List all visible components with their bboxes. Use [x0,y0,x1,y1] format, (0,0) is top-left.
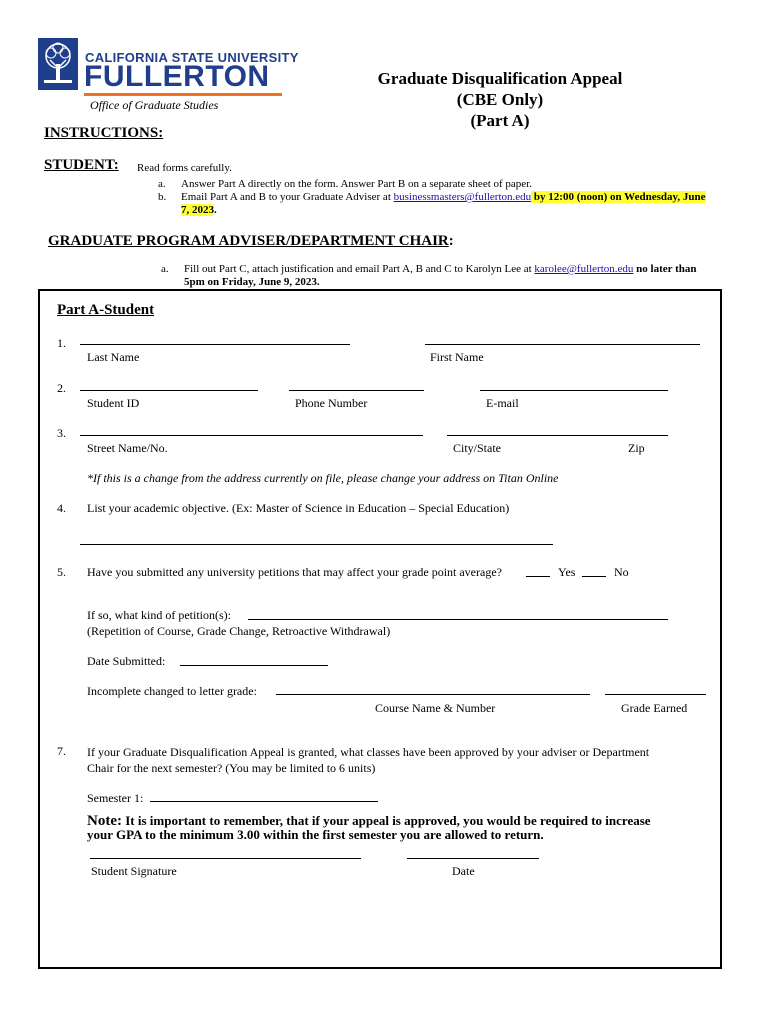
student-deadline-1: by 12:00 (noon) on Wednesday, June [531,191,706,203]
street-field[interactable] [80,435,423,436]
adviser-heading-wrap [48,232,454,250]
form-title-line-3: (Part A) [470,111,530,130]
city-state-zip-field[interactable] [447,435,668,436]
adviser-heading: GRADUATE PROGRAM ADVISER/DEPARTMENT CHAIR [48,233,449,249]
signature-date-field[interactable] [407,858,539,859]
street-label: Street Name/No. [87,441,168,455]
last-name-field[interactable] [80,344,350,345]
note-text-1: It is important to remember, that if your appeal is approved, you would be required to increase [121,813,651,828]
student-intro: Read forms carefully. [137,162,232,174]
q7-text [87,744,712,776]
first-name-field[interactable] [425,344,700,345]
no-label: No [614,565,629,579]
no-blank[interactable] [582,576,606,577]
student-label: STUDENT: [44,157,119,173]
student-item-b-marker: b. [158,191,167,203]
grade-earned-field[interactable] [605,694,706,695]
adviser-heading-colon: : [448,233,454,249]
last-name-label: Last Name [87,350,140,364]
semester1-field[interactable] [150,801,378,802]
q4-text: List your academic objective. (Ex: Master of Science in Education – Special Education) [87,501,510,515]
csuf-tree-logo-icon [38,38,78,90]
q5-number: 5. [57,565,66,579]
student-deadline-2: 7, 2023 [181,204,214,216]
petition-examples: (Repetition of Course, Grade Change, Retroactive Withdrawal) [87,624,391,638]
q1-number: 1. [57,336,66,350]
yes-label: Yes [558,565,576,579]
university-name: CALIFORNIA STATE UNIVERSITY [85,50,299,65]
adviser-deadline-1: no later than [633,263,697,275]
q5-text: Have you submitted any university petitions that may affect your grade point average? [87,565,502,579]
student-signature-label: Student Signature [91,864,177,878]
semester1-label: Semester 1: [87,791,144,805]
zip-label: Zip [628,441,645,455]
office-name: Office of Graduate Studies [90,98,219,112]
student-id-label: Student ID [87,396,140,410]
email-label: E-mail [486,396,519,410]
logo-underline [84,93,282,96]
form-title-line-2: (CBE Only) [456,90,544,109]
date-submitted-field[interactable] [180,665,328,666]
first-name-label: First Name [430,350,484,364]
note-text-2: your GPA to the minimum 3.00 within the first semester you are allowed to return. [87,827,544,842]
q7-line-2: Chair for the next semester? (You may be limited to 6 units) [87,761,376,775]
yes-blank[interactable] [526,576,550,577]
signature-date-label: Date [452,864,475,878]
campus-name: FULLERTON [84,60,270,93]
form-title-line-1: Graduate Disqualification Appeal [377,69,623,88]
note-label: Note: [87,813,122,829]
petition-kind-field[interactable] [248,619,668,620]
email-field[interactable] [480,390,668,391]
student-deadline-end: . [214,204,217,216]
date-submitted-label: Date Submitted: [87,654,166,668]
form-title [330,68,670,131]
adviser-item-a [184,263,724,289]
student-item-a-marker: a. [158,178,166,190]
gpa-note [87,814,717,842]
q4-number: 4. [57,501,66,515]
business-masters-email-link[interactable]: businessmasters@fullerton.edu [393,191,532,203]
course-name-label: Course Name & Number [375,701,496,715]
adviser-item-a-marker: a. [161,263,169,275]
grade-earned-label: Grade Earned [621,701,688,715]
adviser-deadline-2: 5pm on Friday, June 9, 2023. [184,276,320,288]
address-change-note: *If this is a change from the address currently on file, please change your address on Titan Online [87,471,559,485]
instructions-heading: INSTRUCTIONS: [44,125,164,141]
student-item-b [181,191,731,217]
phone-number-label: Phone Number [295,396,368,410]
city-state-label: City/State [453,441,501,455]
q2-number: 2. [57,381,66,395]
student-item-a: Answer Part A directly on the form. Answer Part B on a separate sheet of paper. [181,178,532,190]
course-name-field[interactable] [276,694,590,695]
student-signature-field[interactable] [90,858,361,859]
student-id-field[interactable] [80,390,258,391]
petition-kind-label: If so, what kind of petition(s): [87,608,231,622]
part-a-title: Part A-Student [57,302,155,318]
q7-number: 7. [57,744,66,758]
academic-objective-field[interactable] [80,544,553,545]
karolee-email-link[interactable]: karolee@fullerton.edu [534,263,634,275]
q3-number: 3. [57,426,66,440]
adviser-item-a-text: Fill out Part C, attach justification and email Part A, B and C to Karolyn Lee at [184,263,532,275]
q7-line-1: If your Graduate Disqualification Appeal is granted, what classes have been approved by your adviser or Department [87,745,650,759]
incomplete-label: Incomplete changed to letter grade: [87,684,257,698]
student-item-b-text: Email Part A and B to your Graduate Adviser at [181,191,391,203]
phone-number-field[interactable] [289,390,424,391]
